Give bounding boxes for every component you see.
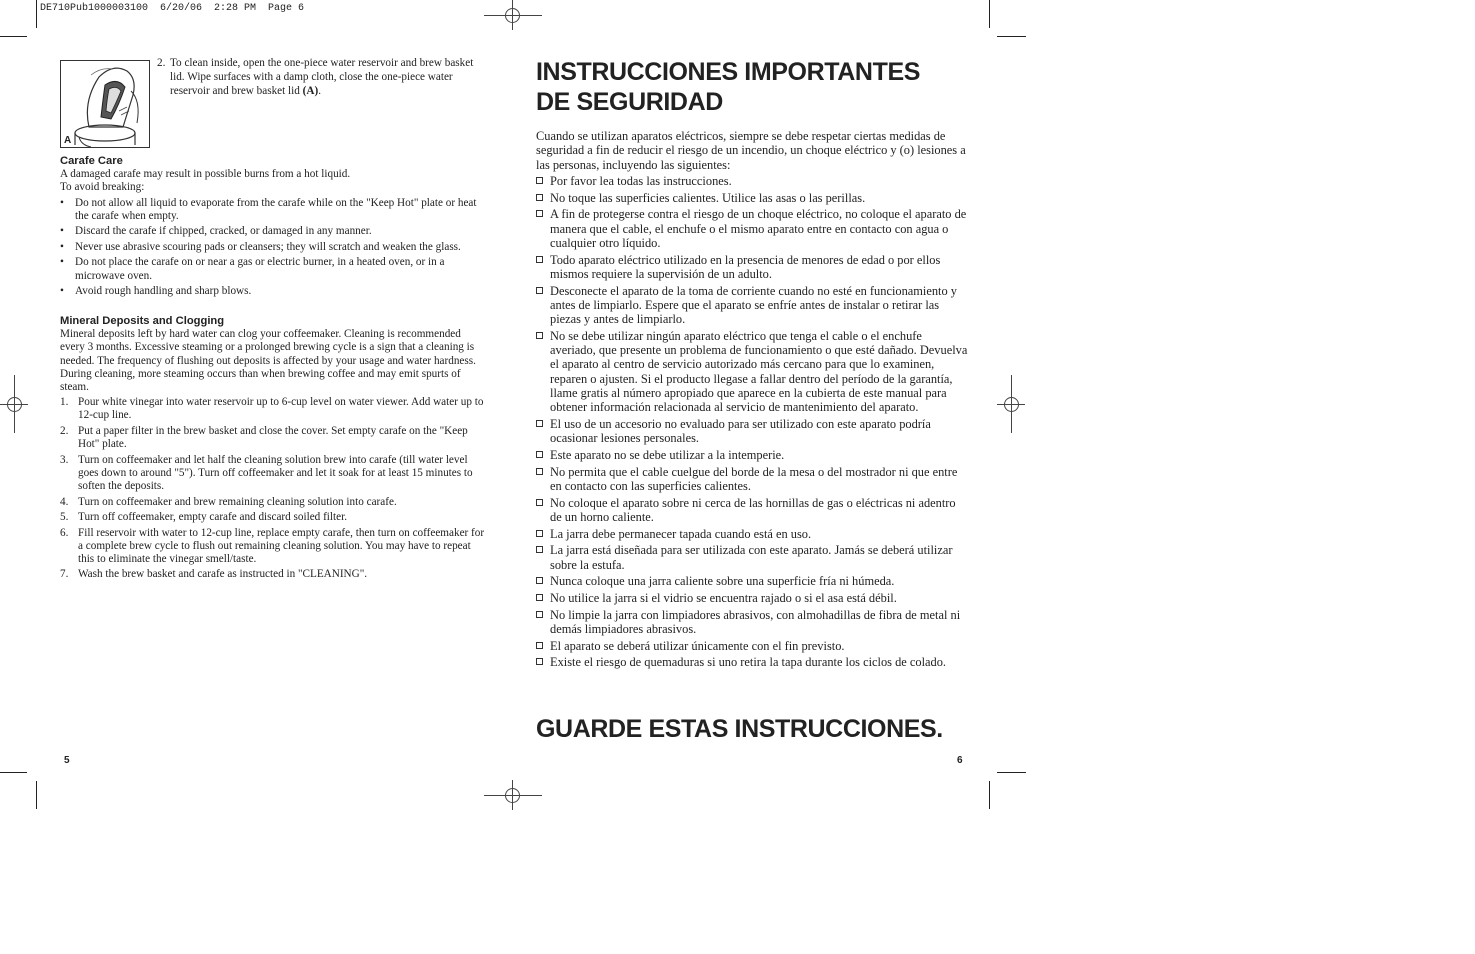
mineral-heading: Mineral Deposits and Clogging — [60, 315, 225, 327]
safety-rule-text: No coloque el aparato sobre ni cerca de las hornillas de gas o eléctricas ni adentro de un horno caliente. — [550, 495, 956, 524]
mineral-deposits-section — [60, 315, 486, 584]
crop-mark-br-h — [997, 772, 1026, 773]
step-number: 7. — [60, 568, 69, 581]
bullet: • — [60, 196, 64, 209]
checkbox-bullet-icon — [536, 177, 543, 184]
checkbox-bullet-icon — [536, 194, 543, 201]
mineral-step-text: Put a paper filter in the brew basket and close the cover. Set empty carafe on the "Keep Hot" plate. — [78, 424, 468, 451]
step-number: 1. — [60, 396, 69, 409]
mineral-step — [60, 425, 486, 451]
carafe-care-list — [60, 197, 486, 299]
safety-rule-text: La jarra está diseñada para ser utilizada con este aparato. Jamás se deberá utilizar sobre la estufa. — [550, 543, 953, 572]
step-number: 3. — [60, 453, 69, 466]
mineral-step — [60, 527, 486, 567]
mineral-step — [60, 568, 486, 581]
safety-rule — [536, 207, 968, 250]
safety-rule — [536, 543, 968, 572]
mineral-steps-list — [60, 396, 486, 581]
mineral-step — [60, 496, 486, 509]
carafe-care-section — [60, 155, 486, 301]
carafe-warning: A damaged carafe may result in possible burns from a hot liquid. — [60, 168, 351, 181]
carafe-care-item-text: Discard the carafe if chipped, cracked, or damaged in any manner. — [75, 225, 372, 238]
checkbox-bullet-icon — [536, 451, 543, 458]
checkbox-bullet-icon — [536, 332, 543, 339]
safety-rule — [536, 284, 968, 327]
safety-rule-text: No permita que el cable cuelgue del borde de la mesa o del mostrador ni que entre en contacto con las superficies calientes. — [550, 464, 958, 493]
safety-rule — [536, 574, 968, 588]
safety-rule — [536, 655, 968, 669]
carafe-care-item — [60, 241, 486, 254]
print-slug: DE710Pub1000003100 6/20/06 2:28 PM Page 6 — [40, 3, 305, 14]
figure-reference: (A) — [302, 84, 319, 97]
crop-mark-tr-v — [989, 0, 990, 28]
safety-title — [536, 58, 968, 117]
step-number: 2. — [157, 57, 166, 69]
safety-rule-text: Este aparato no se debe utilizar a la intemperie. — [550, 447, 785, 462]
checkbox-bullet-icon — [536, 256, 543, 263]
safety-rule-text: No limpie la jarra con limpiadores abrasivos, con almohadillas de fibra de metal ni demás limpiadores abrasivos. — [550, 607, 961, 636]
mineral-step — [60, 454, 486, 494]
safety-rule — [536, 329, 968, 415]
carafe-care-item-text: Never use abrasive scouring pads or cleansers; they will scratch and weaken the glass. — [75, 240, 461, 253]
checkbox-bullet-icon — [536, 594, 543, 601]
checkbox-bullet-icon — [536, 499, 543, 506]
step-number: 6. — [60, 526, 69, 539]
save-instructions-heading: GUARDE ESTAS INSTRUCCIONES. — [536, 715, 943, 743]
mineral-step-text: Fill reservoir with water to 12-cup line, replace empty carafe, then turn on coffeemaker for a complete brew cycle to flush out remaining cleaning solution. You may have to repeat this to eliminate the vinegar smell/taste. — [78, 526, 485, 565]
carafe-care-item-text: Do not place the carafe on or near a gas or electric burner, in a heated oven, or in a microwave oven. — [75, 256, 445, 282]
safety-intro: Cuando se utilizan aparatos eléctricos, siempre se debe respetar ciertas medidas de seguridad a fin de reducir el riesgo de un incendio, un choque eléctrico y (o) lesiones a las personas, incluyendo las siguientes: — [536, 129, 966, 172]
safety-rules-list — [536, 174, 968, 670]
safety-rule-text: La jarra debe permanecer tapada cuando está en uso. — [550, 526, 812, 541]
safety-rule — [536, 417, 968, 446]
safety-rule — [536, 448, 968, 462]
carafe-care-item-text: Do not allow all liquid to evaporate from the carafe while on the "Keep Hot" plate or heat the carafe when empty. — [75, 196, 477, 222]
cleaning-step-2 — [157, 57, 487, 98]
safety-rule-text: No utilice la jarra si el vidrio se encuentra rajado o si el asa está débil. — [550, 590, 897, 605]
step-number: 5. — [60, 511, 69, 524]
carafe-care-item — [60, 285, 486, 298]
carafe-care-item — [60, 225, 486, 238]
mineral-step — [60, 396, 486, 422]
crop-mark-br-v — [989, 781, 990, 809]
safety-rule — [536, 253, 968, 282]
title-line-1: INSTRUCCIONES IMPORTANTES — [536, 58, 920, 86]
crop-mark-bl-v — [36, 781, 37, 809]
safety-rule-text: Nunca coloque una jarra caliente sobre una superficie fría ni húmeda. — [550, 574, 895, 589]
safety-rule-text: A fin de protegerse contra el riesgo de un choque eléctrico, no coloque el aparato de manera que el cable, el enchufe o el mismo aparato entre en contacto con agua o cualquier otro líquido. — [550, 207, 967, 250]
checkbox-bullet-icon — [536, 546, 543, 553]
safety-rule-text: Por favor lea todas las instrucciones. — [550, 173, 732, 188]
bullet: • — [60, 256, 64, 269]
mineral-step-text: Turn off coffeemaker, empty carafe and discard soiled filter. — [78, 511, 347, 524]
carafe-intro: To avoid breaking: — [60, 181, 145, 194]
safety-instructions — [536, 58, 968, 672]
step-text-end: . — [318, 84, 321, 97]
page-number-right: 6 — [957, 755, 963, 766]
step-text-body: To clean inside, open the one-piece water reservoir and brew basket lid. Wipe surfaces with a damp cloth, close the one-piece water reservoir and brew basket lid — [170, 57, 474, 97]
bullet: • — [60, 225, 64, 238]
checkbox-bullet-icon — [536, 468, 543, 475]
registration-mark-bottom — [484, 780, 544, 810]
crop-mark-bl-h — [0, 772, 27, 773]
bullet: • — [60, 240, 64, 253]
safety-rule-text: El aparato se deberá utilizar únicamente con el fin previsto. — [550, 638, 845, 653]
checkbox-bullet-icon — [536, 642, 543, 649]
crop-mark-tr-h — [997, 36, 1026, 37]
checkbox-bullet-icon — [536, 611, 543, 618]
registration-mark-top — [484, 0, 544, 30]
bullet: • — [60, 285, 64, 298]
checkbox-bullet-icon — [536, 577, 543, 584]
mineral-step-text: Wash the brew basket and carafe as instructed in "CLEANING". — [78, 568, 368, 581]
step-text — [157, 57, 487, 98]
carafe-care-heading: Carafe Care — [60, 155, 123, 167]
step-number: 2. — [60, 424, 69, 437]
figure-label: A — [64, 135, 72, 146]
safety-rule-text: Desconecte el aparato de la toma de corriente cuando no esté en funcionamiento y antes de limpiarlo. Espere que el aparato se enfríe antes de instalar o retirar las piezas y antes de limpiarlo. — [550, 283, 957, 327]
page-number-left: 5 — [64, 755, 70, 766]
safety-rule-text: No toque las superficies calientes. Utilice las asas o las perillas. — [550, 190, 866, 205]
mineral-paragraph: Mineral deposits left by hard water can clog your coffeemaker. Cleaning is recommended every 3 months. Excessive steaming or a prolonged brewing cycle is a sign that a cleaning is needed. The frequency of flushing out deposits is affected by your usage and water hardness. During cleaning, more steaming occurs than when brewing coffee and may emit spurts of steam. — [60, 328, 476, 394]
safety-rule-text: No se debe utilizar ningún aparato eléctrico que tenga el cable o el enchufe averiado, que presente un problema de funcionamiento o que esté dañado. Devuelva el aparato al centro de servicio autorizado más cercano para que lo examinen, reparen o ajusten. Si el producto llegase a fallar dentro del período de la garantía, llame gratis al número apropiado que aparece en la cubierta de este manual para obtener información relacionada al servicio de mantenimiento del aparato. — [550, 328, 968, 415]
coffeemaker-icon — [61, 61, 149, 147]
safety-rule — [536, 174, 968, 188]
step-number: 4. — [60, 495, 69, 508]
safety-rule — [536, 191, 968, 205]
carafe-care-item — [60, 256, 486, 282]
safety-rule — [536, 496, 968, 525]
registration-mark-left — [0, 375, 30, 435]
registration-mark-right — [997, 375, 1027, 435]
safety-rule — [536, 527, 968, 541]
mineral-step-text: Turn on coffeemaker and brew remaining cleaning solution into carafe. — [78, 495, 397, 508]
checkbox-bullet-icon — [536, 420, 543, 427]
mineral-step-text: Pour white vinegar into water reservoir up to 6-cup level on water viewer. Add water up to 12-cup line. — [78, 396, 484, 422]
crop-mark-tl-h — [0, 36, 27, 37]
crop-mark-tl-v — [36, 0, 37, 28]
checkbox-bullet-icon — [536, 658, 543, 665]
carafe-care-item — [60, 197, 486, 223]
checkbox-bullet-icon — [536, 530, 543, 537]
safety-rule-text: Todo aparato eléctrico utilizado en la presencia de menores de edad o por ellos mismos requiere la supervisión de un adulto. — [550, 252, 941, 281]
coffeemaker-illustration — [60, 60, 150, 148]
safety-rule-text: El uso de un accesorio no evaluado para ser utilizado con este aparato podría ocasionar lesiones personales. — [550, 416, 931, 446]
mineral-step-text: Turn on coffeemaker and let half the cleaning solution brew into carafe (till water level goes down to around "5"). Turn off coffeemaker and let it soak for at least 15 minutes to soften the deposits. — [78, 453, 473, 493]
checkbox-bullet-icon — [536, 210, 543, 217]
mineral-step — [60, 511, 486, 524]
safety-rule-text: Existe el riesgo de quemaduras si uno retira la tapa durante los ciclos de colado. — [550, 655, 947, 670]
safety-rule — [536, 608, 968, 637]
carafe-care-item-text: Avoid rough handling and sharp blows. — [75, 285, 252, 298]
safety-rule — [536, 465, 968, 494]
safety-rule — [536, 591, 968, 605]
title-line-2: DE SEGURIDAD — [536, 87, 723, 116]
safety-rule — [536, 639, 968, 653]
checkbox-bullet-icon — [536, 287, 543, 294]
